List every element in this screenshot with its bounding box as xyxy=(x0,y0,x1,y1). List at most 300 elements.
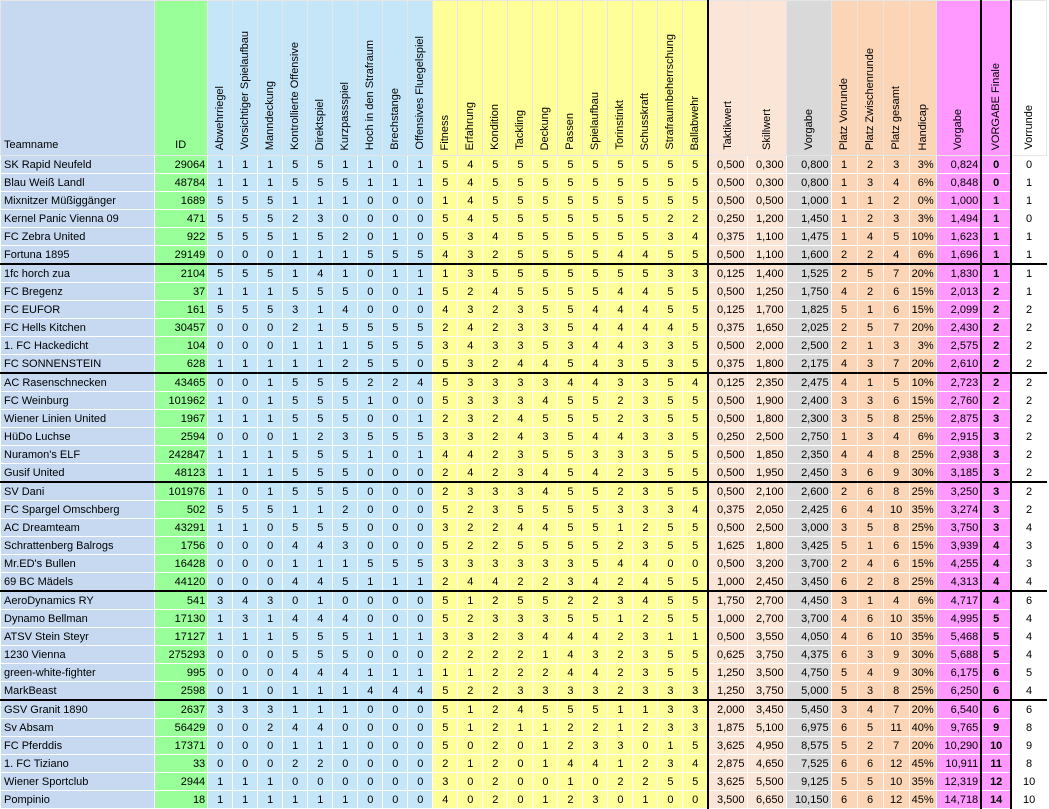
skill-cell[interactable]: 0 xyxy=(408,464,433,483)
attribute-cell[interactable]: 3 xyxy=(508,373,533,392)
vorrunde-cell[interactable]: 1 xyxy=(1011,283,1046,301)
team-id-cell[interactable]: 37 xyxy=(155,283,208,301)
skill-cell[interactable]: 1 xyxy=(408,264,433,283)
platz-gesamt-cell[interactable]: 7 xyxy=(883,319,909,337)
team-name-cell[interactable]: Kernel Panic Vienna 09 xyxy=(1,210,155,228)
team-id-cell[interactable]: 29149 xyxy=(155,246,208,265)
platz-zwischenrunde-cell[interactable]: 3 xyxy=(857,174,883,192)
skill-cell[interactable]: 2 xyxy=(283,319,308,337)
attribute-cell[interactable]: 5 xyxy=(683,573,708,592)
vorgabe-finale-cell[interactable]: 2 xyxy=(981,283,1011,301)
team-name-cell[interactable]: Blau Weiß Landl xyxy=(1,174,155,192)
attribute-cell[interactable]: 2 xyxy=(483,410,508,428)
handicap-cell[interactable]: 35% xyxy=(909,610,936,628)
skill-cell[interactable]: 0 xyxy=(358,283,383,301)
attribute-cell[interactable]: 0 xyxy=(658,555,683,573)
vorgabe-finale-cell[interactable]: 2 xyxy=(981,319,1011,337)
platz-zwischenrunde-cell[interactable]: 1 xyxy=(857,301,883,319)
handicap-cell[interactable]: 30% xyxy=(909,664,936,682)
skill-cell[interactable]: 1 xyxy=(408,628,433,646)
platz-zwischenrunde-cell[interactable]: 1 xyxy=(857,373,883,392)
attribute-cell[interactable]: 5 xyxy=(658,410,683,428)
skill-cell[interactable]: 0 xyxy=(258,573,283,592)
handicap-cell[interactable]: 20% xyxy=(909,264,936,283)
skill-cell[interactable]: 0 xyxy=(233,755,258,773)
attribute-cell[interactable]: 4 xyxy=(458,446,483,464)
header-platz-gesamt[interactable] xyxy=(883,1,909,156)
attribute-cell[interactable]: 5 xyxy=(533,264,558,283)
team-name-cell[interactable]: Schrattenberg Balrogs xyxy=(1,537,155,555)
attribute-cell[interactable]: 3 xyxy=(508,628,533,646)
attribute-cell[interactable]: 0 xyxy=(508,755,533,773)
attribute-cell[interactable]: 5 xyxy=(683,355,708,374)
platz-zwischenrunde-cell[interactable]: 5 xyxy=(857,264,883,283)
skill-cell[interactable]: 5 xyxy=(383,319,408,337)
taktikwert-cell[interactable]: 0,125 xyxy=(708,301,747,319)
attribute-cell[interactable]: 1 xyxy=(608,755,633,773)
attribute-cell[interactable]: 5 xyxy=(508,228,533,246)
skill-cell[interactable]: 0 xyxy=(358,501,383,519)
attribute-cell[interactable]: 1 xyxy=(658,628,683,646)
attribute-cell[interactable]: 3 xyxy=(458,628,483,646)
skill-cell[interactable]: 1 xyxy=(233,773,258,791)
attribute-cell[interactable]: 5 xyxy=(508,283,533,301)
vorgabe-final-cell[interactable]: 1,494 xyxy=(936,210,981,228)
vorgabe-final-cell[interactable]: 2,938 xyxy=(936,446,981,464)
attribute-cell[interactable]: 5 xyxy=(558,355,583,374)
skillwert-cell[interactable]: 1,800 xyxy=(747,355,786,374)
vorgabe-cell[interactable]: 0,800 xyxy=(786,174,831,192)
platz-gesamt-cell[interactable]: 9 xyxy=(883,646,909,664)
attribute-cell[interactable]: 3 xyxy=(458,301,483,319)
attribute-cell[interactable]: 2 xyxy=(683,210,708,228)
skill-cell[interactable]: 0 xyxy=(358,791,383,809)
platz-gesamt-cell[interactable]: 7 xyxy=(883,700,909,719)
platz-zwischenrunde-cell[interactable]: 5 xyxy=(857,773,883,791)
platz-zwischenrunde-cell[interactable]: 1 xyxy=(857,337,883,355)
skill-cell[interactable]: 4 xyxy=(333,610,358,628)
attribute-cell[interactable]: 5 xyxy=(483,210,508,228)
skillwert-cell[interactable]: 0,300 xyxy=(747,174,786,192)
attribute-cell[interactable]: 5 xyxy=(508,192,533,210)
team-id-cell[interactable]: 161 xyxy=(155,301,208,319)
skill-cell[interactable]: 1 xyxy=(308,591,333,610)
taktikwert-cell[interactable]: 0,375 xyxy=(708,355,747,374)
team-name-cell[interactable]: FC Spargel Omschberg xyxy=(1,501,155,519)
platz-gesamt-cell[interactable]: 8 xyxy=(883,519,909,537)
skill-cell[interactable]: 0 xyxy=(208,337,233,355)
platz-gesamt-cell[interactable]: 8 xyxy=(883,573,909,592)
skill-cell[interactable]: 0 xyxy=(233,646,258,664)
attribute-cell[interactable]: 5 xyxy=(683,192,708,210)
handicap-cell[interactable]: 25% xyxy=(909,682,936,701)
handicap-cell[interactable]: 35% xyxy=(909,628,936,646)
taktikwert-cell[interactable]: 2,000 xyxy=(708,700,747,719)
platz-zwischenrunde-cell[interactable]: 4 xyxy=(857,555,883,573)
vorgabe-cell[interactable]: 3,425 xyxy=(786,537,831,555)
attribute-cell[interactable]: 5 xyxy=(683,610,708,628)
attribute-cell[interactable]: 5 xyxy=(608,210,633,228)
skill-cell[interactable]: 5 xyxy=(233,501,258,519)
attribute-cell[interactable]: 5 xyxy=(508,264,533,283)
team-name-cell[interactable]: 1fc horch zua xyxy=(1,264,155,283)
vorgabe-finale-cell[interactable]: 4 xyxy=(981,573,1011,592)
platz-zwischenrunde-cell[interactable]: 3 xyxy=(857,355,883,374)
platz-zwischenrunde-cell[interactable]: 4 xyxy=(857,501,883,519)
header-skill-1[interactable] xyxy=(208,1,233,156)
vorgabe-cell[interactable]: 2,750 xyxy=(786,428,831,446)
team-id-cell[interactable]: 48123 xyxy=(155,464,208,483)
attribute-cell[interactable]: 5 xyxy=(433,373,458,392)
skill-cell[interactable]: 0 xyxy=(358,737,383,755)
skill-cell[interactable]: 1 xyxy=(208,628,233,646)
header-attr-9[interactable] xyxy=(633,1,658,156)
team-id-cell[interactable]: 17127 xyxy=(155,628,208,646)
skill-cell[interactable]: 1 xyxy=(258,373,283,392)
skill-cell[interactable]: 5 xyxy=(308,628,333,646)
attribute-cell[interactable]: 5 xyxy=(433,283,458,301)
platz-gesamt-cell[interactable]: 8 xyxy=(883,482,909,501)
skill-cell[interactable]: 5 xyxy=(408,319,433,337)
skill-cell[interactable]: 0 xyxy=(358,537,383,555)
skill-cell[interactable]: 1 xyxy=(208,156,233,174)
attribute-cell[interactable]: 2 xyxy=(483,737,508,755)
vorrunde-cell[interactable]: 1 xyxy=(1011,192,1046,210)
skill-cell[interactable]: 2 xyxy=(308,428,333,446)
attribute-cell[interactable]: 5 xyxy=(533,283,558,301)
vorgabe-final-cell[interactable]: 4,717 xyxy=(936,591,981,610)
platz-zwischenrunde-cell[interactable]: 6 xyxy=(857,482,883,501)
attribute-cell[interactable]: 3 xyxy=(483,373,508,392)
taktikwert-cell[interactable]: 0,250 xyxy=(708,210,747,228)
attribute-cell[interactable]: 5 xyxy=(558,228,583,246)
skill-cell[interactable]: 1 xyxy=(308,301,333,319)
platz-zwischenrunde-cell[interactable]: 3 xyxy=(857,392,883,410)
team-id-cell[interactable]: 502 xyxy=(155,501,208,519)
attribute-cell[interactable]: 5 xyxy=(558,519,583,537)
skill-cell[interactable]: 4 xyxy=(408,373,433,392)
platz-vorrunde-cell[interactable]: 3 xyxy=(831,392,857,410)
attribute-cell[interactable]: 5 xyxy=(508,210,533,228)
skill-cell[interactable]: 5 xyxy=(308,228,333,246)
skill-cell[interactable]: 1 xyxy=(258,392,283,410)
attribute-cell[interactable]: 4 xyxy=(633,301,658,319)
attribute-cell[interactable]: 0 xyxy=(508,773,533,791)
platz-zwischenrunde-cell[interactable]: 5 xyxy=(857,519,883,537)
vorgabe-cell[interactable]: 3,450 xyxy=(786,573,831,592)
attribute-cell[interactable]: 5 xyxy=(508,501,533,519)
attribute-cell[interactable]: 5 xyxy=(558,301,583,319)
attribute-cell[interactable]: 5 xyxy=(658,464,683,483)
skill-cell[interactable]: 0 xyxy=(233,428,258,446)
platz-zwischenrunde-cell[interactable]: 4 xyxy=(857,446,883,464)
attribute-cell[interactable]: 5 xyxy=(433,228,458,246)
header-platz-zwischenrunde[interactable] xyxy=(857,1,883,156)
skill-cell[interactable]: 1 xyxy=(358,174,383,192)
attribute-cell[interactable]: 3 xyxy=(458,246,483,265)
attribute-cell[interactable]: 1 xyxy=(633,791,658,809)
skill-cell[interactable]: 0 xyxy=(283,773,308,791)
attribute-cell[interactable]: 4 xyxy=(433,301,458,319)
skill-cell[interactable]: 5 xyxy=(308,446,333,464)
platz-gesamt-cell[interactable]: 4 xyxy=(883,591,909,610)
handicap-cell[interactable]: 30% xyxy=(909,464,936,483)
attribute-cell[interactable]: 4 xyxy=(433,246,458,265)
attribute-cell[interactable]: 5 xyxy=(533,301,558,319)
vorgabe-final-cell[interactable]: 6,540 xyxy=(936,700,981,719)
team-id-cell[interactable]: 16428 xyxy=(155,555,208,573)
attribute-cell[interactable]: 5 xyxy=(633,174,658,192)
attribute-cell[interactable]: 2 xyxy=(508,573,533,592)
vorrunde-cell[interactable]: 3 xyxy=(1011,537,1046,555)
skillwert-cell[interactable]: 2,500 xyxy=(747,428,786,446)
attribute-cell[interactable]: 1 xyxy=(508,719,533,737)
skill-cell[interactable]: 1 xyxy=(258,355,283,374)
skill-cell[interactable]: 0 xyxy=(408,519,433,537)
attribute-cell[interactable]: 4 xyxy=(508,519,533,537)
skill-cell[interactable]: 5 xyxy=(308,392,333,410)
skill-cell[interactable]: 5 xyxy=(383,246,408,265)
handicap-cell[interactable]: 15% xyxy=(909,301,936,319)
skill-cell[interactable]: 0 xyxy=(408,719,433,737)
platz-vorrunde-cell[interactable]: 1 xyxy=(831,156,857,174)
header-vorrunde[interactable] xyxy=(1011,1,1046,156)
attribute-cell[interactable]: 4 xyxy=(633,573,658,592)
platz-gesamt-cell[interactable]: 3 xyxy=(883,156,909,174)
skill-cell[interactable]: 3 xyxy=(233,700,258,719)
attribute-cell[interactable]: 5 xyxy=(558,392,583,410)
taktikwert-cell[interactable]: 1,250 xyxy=(708,682,747,701)
skillwert-cell[interactable]: 0,500 xyxy=(747,192,786,210)
platz-zwischenrunde-cell[interactable]: 4 xyxy=(857,664,883,682)
attribute-cell[interactable]: 5 xyxy=(433,210,458,228)
platz-vorrunde-cell[interactable]: 4 xyxy=(831,373,857,392)
attribute-cell[interactable]: 3 xyxy=(558,337,583,355)
platz-gesamt-cell[interactable]: 4 xyxy=(883,246,909,265)
taktikwert-cell[interactable]: 0,500 xyxy=(708,337,747,355)
vorrunde-cell[interactable]: 2 xyxy=(1011,446,1046,464)
header-skill-3[interactable] xyxy=(258,1,283,156)
vorgabe-cell[interactable]: 5,000 xyxy=(786,682,831,701)
skill-cell[interactable]: 0 xyxy=(333,755,358,773)
attribute-cell[interactable]: 2 xyxy=(633,773,658,791)
attribute-cell[interactable]: 3 xyxy=(633,646,658,664)
skill-cell[interactable]: 1 xyxy=(208,519,233,537)
vorgabe-cell[interactable]: 1,000 xyxy=(786,192,831,210)
skill-cell[interactable]: 1 xyxy=(283,682,308,701)
attribute-cell[interactable]: 3 xyxy=(508,682,533,701)
skill-cell[interactable]: 1 xyxy=(308,700,333,719)
attribute-cell[interactable]: 4 xyxy=(633,246,658,265)
team-id-cell[interactable]: 1756 xyxy=(155,537,208,555)
header-skill-7[interactable] xyxy=(358,1,383,156)
handicap-cell[interactable]: 3% xyxy=(909,210,936,228)
attribute-cell[interactable]: 2 xyxy=(483,446,508,464)
skill-cell[interactable]: 0 xyxy=(383,156,408,174)
skill-cell[interactable]: 0 xyxy=(383,301,408,319)
skill-cell[interactable]: 0 xyxy=(333,773,358,791)
attribute-cell[interactable]: 0 xyxy=(458,737,483,755)
attribute-cell[interactable]: 2 xyxy=(558,719,583,737)
skill-cell[interactable]: 1 xyxy=(408,573,433,592)
attribute-cell[interactable]: 4 xyxy=(633,555,658,573)
attribute-cell[interactable]: 3 xyxy=(658,228,683,246)
attribute-cell[interactable]: 2 xyxy=(483,664,508,682)
attribute-cell[interactable]: 1 xyxy=(558,773,583,791)
platz-vorrunde-cell[interactable]: 6 xyxy=(831,646,857,664)
skillwert-cell[interactable]: 3,450 xyxy=(747,700,786,719)
attribute-cell[interactable]: 5 xyxy=(658,301,683,319)
handicap-cell[interactable]: 25% xyxy=(909,410,936,428)
vorrunde-cell[interactable]: 0 xyxy=(1011,210,1046,228)
skill-cell[interactable]: 4 xyxy=(383,682,408,701)
header-vorgabe-final[interactable] xyxy=(936,1,981,156)
skill-cell[interactable]: 4 xyxy=(308,573,333,592)
attribute-cell[interactable]: 3 xyxy=(558,573,583,592)
skill-cell[interactable]: 0 xyxy=(333,719,358,737)
attribute-cell[interactable]: 2 xyxy=(458,501,483,519)
attribute-cell[interactable]: 5 xyxy=(658,610,683,628)
skill-cell[interactable]: 3 xyxy=(283,301,308,319)
attribute-cell[interactable]: 5 xyxy=(683,174,708,192)
platz-zwischenrunde-cell[interactable]: 2 xyxy=(857,246,883,265)
skill-cell[interactable]: 2 xyxy=(333,228,358,246)
taktikwert-cell[interactable]: 3,625 xyxy=(708,773,747,791)
vorgabe-final-cell[interactable]: 4,255 xyxy=(936,555,981,573)
vorrunde-cell[interactable]: 2 xyxy=(1011,464,1046,483)
skill-cell[interactable]: 1 xyxy=(283,428,308,446)
skill-cell[interactable]: 5 xyxy=(333,446,358,464)
attribute-cell[interactable]: 4 xyxy=(683,228,708,246)
attribute-cell[interactable]: 2 xyxy=(433,755,458,773)
skill-cell[interactable]: 0 xyxy=(208,428,233,446)
attribute-cell[interactable]: 3 xyxy=(658,355,683,374)
skill-cell[interactable]: 1 xyxy=(258,283,283,301)
platz-vorrunde-cell[interactable]: 5 xyxy=(831,301,857,319)
attribute-cell[interactable]: 0 xyxy=(683,791,708,809)
attribute-cell[interactable]: 5 xyxy=(508,156,533,174)
skill-cell[interactable]: 5 xyxy=(208,192,233,210)
skill-cell[interactable]: 0 xyxy=(358,700,383,719)
skill-cell[interactable]: 0 xyxy=(408,755,433,773)
platz-vorrunde-cell[interactable]: 6 xyxy=(831,501,857,519)
attribute-cell[interactable]: 5 xyxy=(583,228,608,246)
vorrunde-cell[interactable]: 9 xyxy=(1011,737,1046,755)
team-id-cell[interactable]: 43465 xyxy=(155,373,208,392)
platz-vorrunde-cell[interactable]: 5 xyxy=(831,773,857,791)
skill-cell[interactable]: 5 xyxy=(308,464,333,483)
attribute-cell[interactable]: 5 xyxy=(583,537,608,555)
team-name-cell[interactable]: ATSV Stein Steyr xyxy=(1,628,155,646)
skill-cell[interactable]: 0 xyxy=(358,755,383,773)
skill-cell[interactable]: 5 xyxy=(258,192,283,210)
attribute-cell[interactable]: 2 xyxy=(483,301,508,319)
skill-cell[interactable]: 1 xyxy=(233,446,258,464)
skill-cell[interactable]: 5 xyxy=(383,555,408,573)
handicap-cell[interactable]: 6% xyxy=(909,174,936,192)
vorrunde-cell[interactable]: 4 xyxy=(1011,573,1046,592)
header-attr-2[interactable] xyxy=(458,1,483,156)
skill-cell[interactable]: 5 xyxy=(358,555,383,573)
platz-zwischenrunde-cell[interactable]: 6 xyxy=(857,628,883,646)
team-id-cell[interactable]: 30457 xyxy=(155,319,208,337)
team-name-cell[interactable]: 1. FC Tiziano xyxy=(1,755,155,773)
attribute-cell[interactable]: 5 xyxy=(433,174,458,192)
skill-cell[interactable]: 5 xyxy=(283,410,308,428)
skill-cell[interactable]: 1 xyxy=(233,410,258,428)
skillwert-cell[interactable]: 1,850 xyxy=(747,446,786,464)
attribute-cell[interactable]: 3 xyxy=(658,428,683,446)
skill-cell[interactable]: 5 xyxy=(233,264,258,283)
attribute-cell[interactable]: 4 xyxy=(683,501,708,519)
attribute-cell[interactable]: 5 xyxy=(533,337,558,355)
skill-cell[interactable]: 0 xyxy=(383,773,408,791)
skill-cell[interactable]: 3 xyxy=(233,610,258,628)
taktikwert-cell[interactable]: 3,625 xyxy=(708,737,747,755)
team-name-cell[interactable]: SK Rapid Neufeld xyxy=(1,156,155,174)
skill-cell[interactable]: 1 xyxy=(258,174,283,192)
attribute-cell[interactable]: 2 xyxy=(483,719,508,737)
attribute-cell[interactable]: 4 xyxy=(608,301,633,319)
skill-cell[interactable]: 5 xyxy=(258,210,283,228)
attribute-cell[interactable]: 5 xyxy=(508,591,533,610)
attribute-cell[interactable]: 5 xyxy=(433,737,458,755)
attribute-cell[interactable]: 4 xyxy=(533,355,558,374)
vorgabe-cell[interactable]: 4,050 xyxy=(786,628,831,646)
vorrunde-cell[interactable]: 2 xyxy=(1011,428,1046,446)
platz-gesamt-cell[interactable]: 3 xyxy=(883,337,909,355)
skill-cell[interactable]: 1 xyxy=(283,700,308,719)
header-attr-7[interactable] xyxy=(583,1,608,156)
skill-cell[interactable]: 0 xyxy=(408,610,433,628)
skill-cell[interactable]: 0 xyxy=(358,591,383,610)
vorgabe-cell[interactable]: 2,600 xyxy=(786,482,831,501)
vorgabe-finale-cell[interactable]: 6 xyxy=(981,700,1011,719)
attribute-cell[interactable]: 5 xyxy=(483,264,508,283)
skill-cell[interactable]: 5 xyxy=(208,210,233,228)
attribute-cell[interactable]: 5 xyxy=(533,174,558,192)
skillwert-cell[interactable]: 1,700 xyxy=(747,301,786,319)
skill-cell[interactable]: 1 xyxy=(283,501,308,519)
attribute-cell[interactable]: 5 xyxy=(583,700,608,719)
attribute-cell[interactable]: 4 xyxy=(583,755,608,773)
skill-cell[interactable]: 5 xyxy=(333,482,358,501)
skill-cell[interactable]: 1 xyxy=(233,355,258,374)
vorgabe-finale-cell[interactable]: 5 xyxy=(981,628,1011,646)
attribute-cell[interactable]: 5 xyxy=(558,210,583,228)
skill-cell[interactable]: 0 xyxy=(383,591,408,610)
attribute-cell[interactable]: 3 xyxy=(683,682,708,701)
skill-cell[interactable]: 0 xyxy=(358,264,383,283)
vorrunde-cell[interactable]: 2 xyxy=(1011,373,1046,392)
attribute-cell[interactable]: 1 xyxy=(608,700,633,719)
header-id[interactable]: ID xyxy=(155,1,208,156)
platz-vorrunde-cell[interactable]: 5 xyxy=(831,537,857,555)
skill-cell[interactable]: 5 xyxy=(358,246,383,265)
skillwert-cell[interactable]: 3,550 xyxy=(747,628,786,646)
skill-cell[interactable]: 5 xyxy=(283,628,308,646)
vorrunde-cell[interactable]: 0 xyxy=(1011,156,1046,174)
vorgabe-finale-cell[interactable]: 2 xyxy=(981,301,1011,319)
attribute-cell[interactable]: 5 xyxy=(683,428,708,446)
attribute-cell[interactable]: 3 xyxy=(458,392,483,410)
skill-cell[interactable]: 4 xyxy=(308,664,333,682)
vorgabe-cell[interactable]: 2,500 xyxy=(786,337,831,355)
platz-zwischenrunde-cell[interactable]: 3 xyxy=(857,682,883,701)
attribute-cell[interactable]: 3 xyxy=(683,719,708,737)
attribute-cell[interactable]: 5 xyxy=(683,482,708,501)
attribute-cell[interactable]: 5 xyxy=(433,392,458,410)
